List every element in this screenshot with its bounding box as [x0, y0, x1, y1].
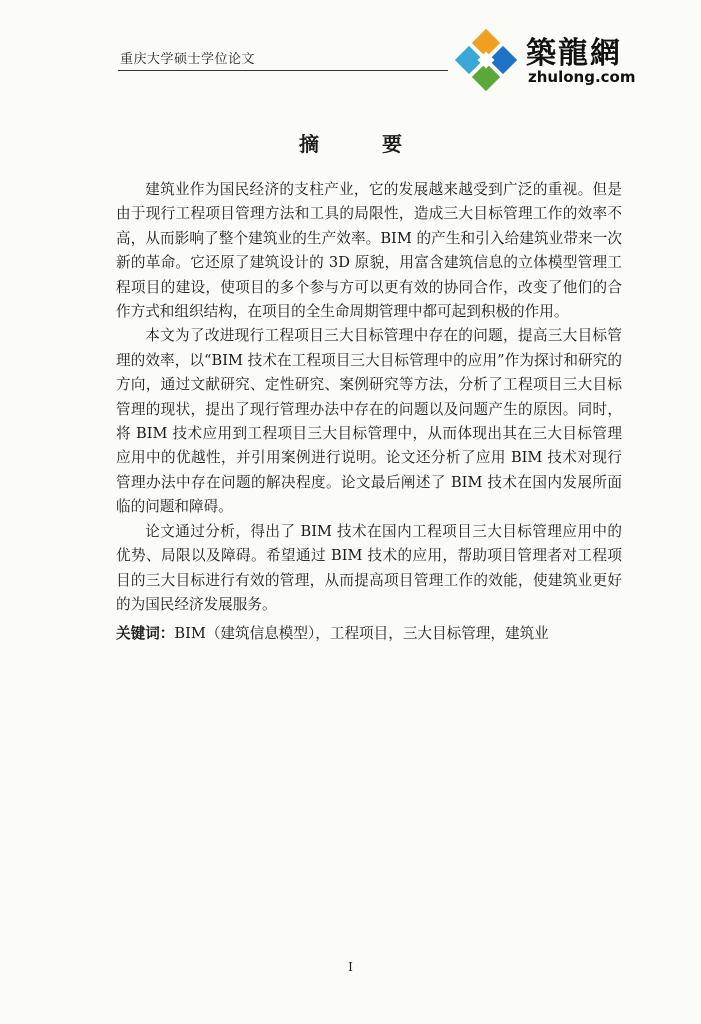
abstract-paragraph-2: 本文为了改进现行工程项目三大目标管理中存在的问题，提高三大目标管理的效率，以“BIM 技术在工程项目三大目标管理中的应用”作为探讨和研究的方向，通过文献研究、定性研究、案例研究等方法，分析了工程项目三大目标管理的现状，提出了现行管理办法中存在的问题以及问题产生的原因。同时，将 BIM 技术应用到工程项目三大目标管理中，从而体现出其在三大目标管理应用中的优越性，并引用案例进行说明。论文还分析了应用 BIM 技术对现行管理办法中存在问题的解决程度。论文最后阐述了 BIM 技术在国内发展所面临的问题和障碍。 [116, 327, 622, 516]
page-number: I [348, 960, 353, 974]
logo-text: 築龍網 [526, 36, 622, 71]
header-rule [118, 70, 448, 71]
abstract-paragraph-1: 建筑业作为国民经济的支柱产业，它的发展越来越受到广泛的重视。但是由于现行工程项目管理方法和工具的局限性，造成三大目标管理工作的效率不高，从而影响了整个建筑业的生产效率。BIM 的产生和引入给建筑业带来一次新的革命。它还原了建筑设计的 3D 原貌，用富含建筑信息的立体模型管理工程项目的建设，使项目的多个参与方可以更有效的协同合作，改变了他们的合作方式和组织结构，在项目的全生命周期管理中都可起到积极的作用。 [116, 181, 622, 321]
keywords-label: 关键词： [116, 625, 175, 642]
abstract-body [116, 178, 622, 617]
keywords-text: BIM（建筑信息模型），工程项目，三大目标管理，建筑业 [174, 625, 549, 642]
zhulong-logo [448, 22, 648, 98]
logo-domain: zhulong.com [528, 68, 636, 86]
abstract-paragraph-3: 论文通过分析，得出了 BIM 技术在国内工程项目三大目标管理应用中的优势、局限以及障碍。希望通过 BIM 技术的应用，帮助项目管理者对工程项目的三大目标进行有效的管理，从而提高项目管理工作的效能，使建筑业更好的为国民经济发展服务。 [116, 522, 622, 613]
zhulong-logo-mark-icon [448, 22, 524, 98]
keywords-line [116, 622, 636, 646]
abstract-title: 摘 要 [299, 132, 430, 156]
running-header-title: 重庆大学硕士学位论文 [120, 52, 256, 67]
